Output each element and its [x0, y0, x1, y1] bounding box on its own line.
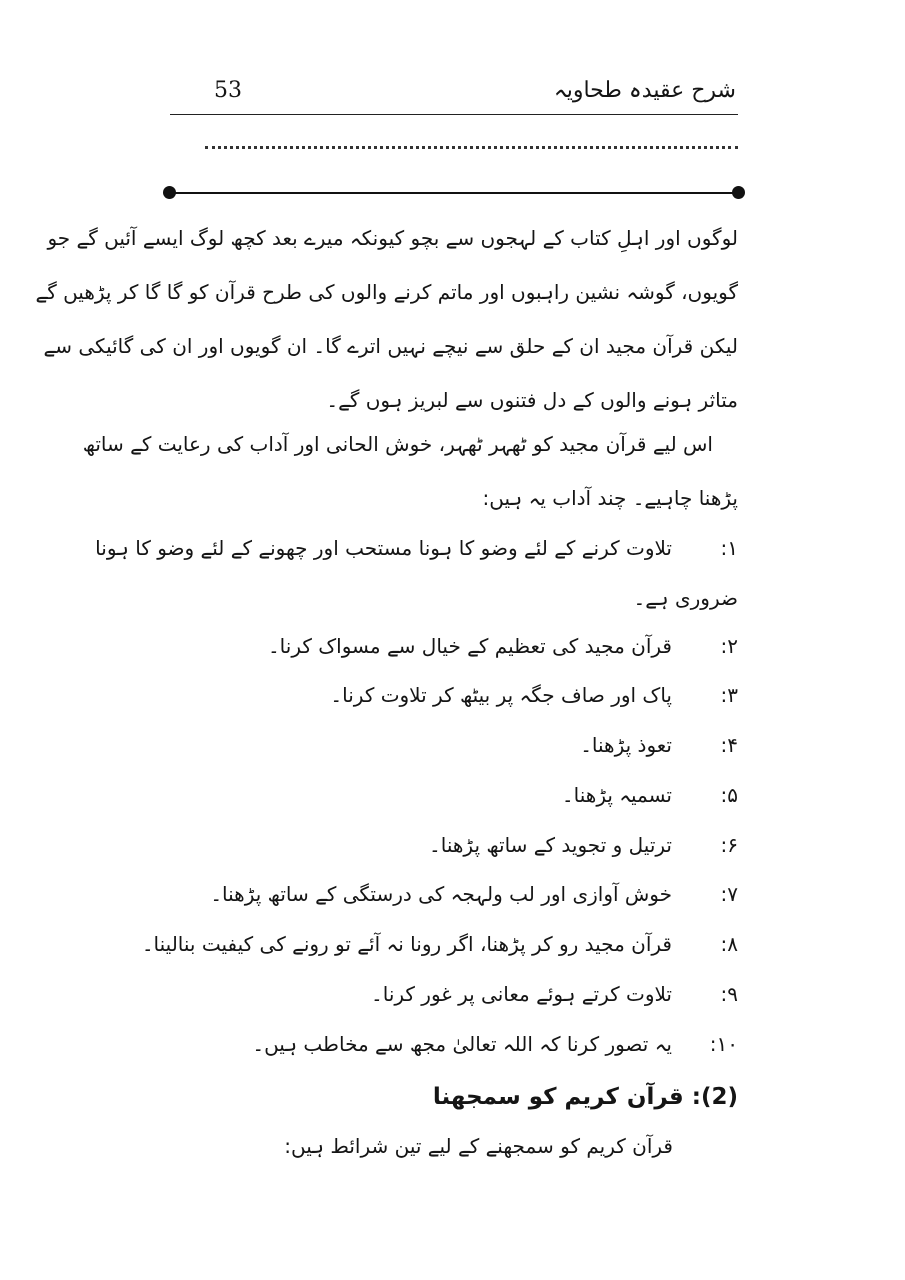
list-item — [158, 634, 738, 666]
list-item — [158, 982, 738, 1014]
list-item — [158, 733, 738, 765]
list-item-text: تلاوت کرنے کے لئے وضو کا ہونا مستحب اور چھونے کے لئے وضو کا ہونا — [95, 536, 672, 560]
list-item-text: تلاوت کرتے ہوئے معانی پر غور کرنا۔ — [371, 982, 672, 1006]
list-item-text: قرآن مجید کی تعظیم کے خیال سے مسواک کرنا۔ — [267, 634, 672, 658]
running-title: شرح عقیدہ طحاویہ — [553, 78, 736, 103]
intro-line-4: متاثر ہونے والوں کے دل فتنوں سے لبریز ہوں گے۔ — [326, 388, 738, 412]
list-item-text: یہ تصور کرنا کہ اللہ تعالیٰ مجھ سے مخاطب ہیں۔ — [252, 1032, 672, 1056]
rule-end-dot-right — [732, 186, 745, 199]
section-heading: (2): قرآن کریم کو سمجھنا — [432, 1084, 738, 1110]
list-item-number: ۹: — [720, 982, 738, 1006]
list-item — [95, 536, 738, 568]
list-item-number: ۸: — [720, 932, 738, 956]
list-item — [158, 882, 738, 914]
list-item-number: ۶: — [720, 833, 738, 857]
ornamental-rule — [170, 192, 738, 194]
list-item-continuation: ضروری ہے۔ — [633, 586, 738, 610]
list-item-text: خوش آوازی اور لب ولہجہ کی درستگی کے ساتھ پڑھنا۔ — [210, 882, 672, 906]
list-item-number: ۱: — [720, 536, 738, 560]
list-item-number: ۳: — [720, 683, 738, 707]
list-item-text: تسمیہ پڑھنا۔ — [561, 783, 672, 807]
intro-line-2: گویوں، گوشہ نشین راہبوں اور ماتم کرنے والوں کی طرح قرآن کو گا گا کر پڑھیں گے — [35, 280, 738, 304]
list-item — [158, 833, 738, 865]
list-item-number: ۲: — [720, 634, 738, 658]
section-intro: قرآن کریم کو سمجھنے کے لیے تین شرائط ہیں: — [284, 1134, 673, 1158]
dotted-separator — [205, 146, 738, 149]
list-item — [158, 683, 738, 715]
intro-line-3: لیکن قرآن مجید ان کے حلق سے نیچے نہیں اترے گا۔ ان گویوں اور ان کی گائیکی سے — [43, 334, 738, 358]
list-item-text: ترتیل و تجوید کے ساتھ پڑھنا۔ — [429, 833, 672, 857]
list-item-text: قرآن مجید رو کر پڑھنا، اگر رونا نہ آئے تو رونے کی کیفیت بنالینا۔ — [141, 932, 672, 956]
list-item-number: ۴: — [720, 733, 738, 757]
list-item-text: پاک اور صاف جگہ پر بیٹھ کر تلاوت کرنا۔ — [330, 683, 672, 707]
adab-intro-line-2: پڑھنا چاہیے۔ چند آداب یہ ہیں: — [482, 486, 738, 510]
list-item-text: تعوذ پڑھنا۔ — [580, 733, 672, 757]
running-header — [170, 74, 738, 115]
list-item — [158, 783, 738, 815]
list-item-number: ۷: — [720, 882, 738, 906]
adab-intro-line-1: اس لیے قرآن مجید کو ٹھہر ٹھہر، خوش الحانی اور آداب کی رعایت کے ساتھ — [82, 432, 713, 456]
list-item — [141, 932, 738, 964]
list-item — [158, 1032, 738, 1064]
page-number: 53 — [214, 78, 242, 103]
list-item-number: ۵: — [720, 783, 738, 807]
rule-end-dot-left — [163, 186, 176, 199]
list-item-number: ۱۰: — [709, 1032, 738, 1056]
intro-line-1: لوگوں اور اہلِ کتاب کے لہجوں سے بچو کیونکہ میرے بعد کچھ لوگ ایسے آئیں گے جو — [47, 226, 738, 250]
